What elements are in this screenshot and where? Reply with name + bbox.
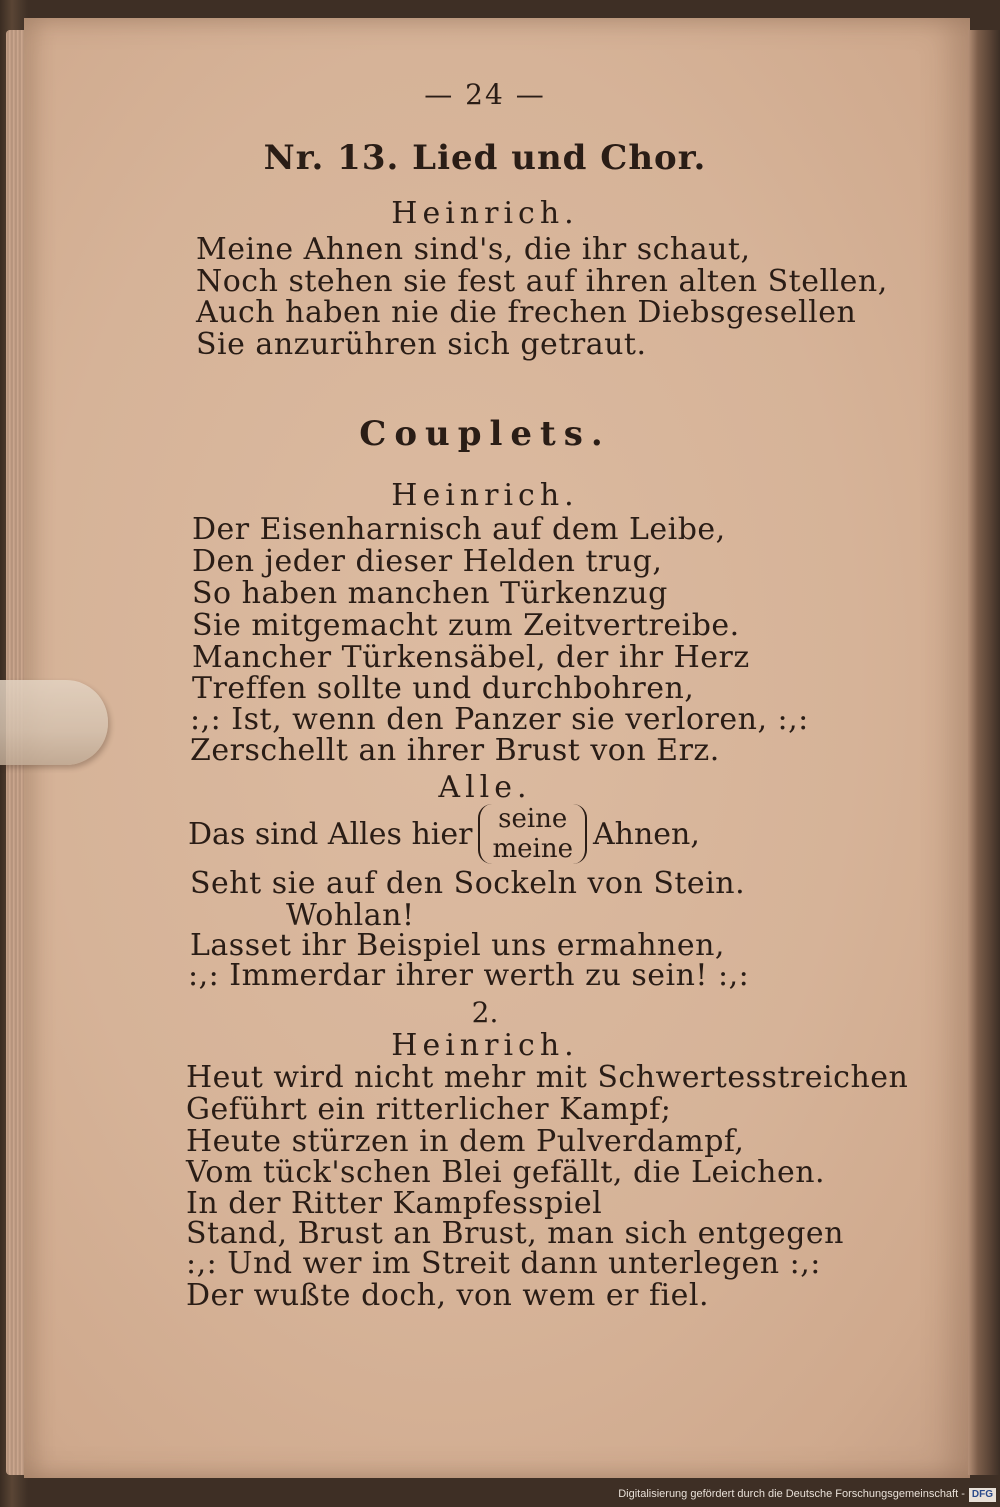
verse-line: Sie mitgemacht zum Zeitvertreibe. [192,608,740,643]
brace-option: meine [492,834,573,864]
dfg-logo: DFG [969,1488,996,1502]
verse-number: 2. [471,996,499,1029]
verse-line: Geführt ein ritterlicher Kampf; [186,1092,672,1127]
verse-line: Meine Ahnen sind's, die ihr schaut, [196,232,751,267]
brace-options [478,804,587,864]
verse-line: Der wußte doch, von wem er fiel. [186,1278,710,1313]
couplets-title: Couplets. [359,414,611,454]
section-title: Nr. 13. Lied und Chor. [263,138,707,178]
speaker-heinrich: Heinrich. [391,196,579,231]
verse-line: Sie anzurühren sich getraut. [196,327,647,362]
verse-line: Wohlan! [286,898,415,933]
credit-text: Digitalisierung gefördert durch die Deutsche Forschungsgemeinschaft - [618,1488,965,1500]
verse-line: :,: Ist, wenn den Panzer sie verloren, :,: [190,702,809,737]
brace-after-text: Ahnen, [592,816,700,852]
verse-line: Noch stehen sie fest auf ihren alten Stellen, [196,264,888,299]
verse-line: Vom tück'schen Blei gefällt, die Leichen. [186,1155,826,1190]
speaker-heinrich: Heinrich. [391,478,579,513]
verse-line: Den jeder dieser Helden trug, [192,544,663,579]
verse-line: Auch haben nie die frechen Diebsgesellen [196,295,857,330]
page-number: — 24 — [424,78,546,111]
brace-option: seine [498,804,568,834]
verse-line: Mancher Türkensäbel, der ihr Herz [192,640,750,675]
digitization-credit [560,1484,996,1504]
speaker-heinrich: Heinrich. [391,1028,579,1063]
verse-line: Stand, Brust an Brust, man sich entgegen [186,1216,844,1251]
verse-line: Lasset ihr Beispiel uns ermahnen, [190,928,725,963]
verse-line: So haben manchen Türkenzug [192,576,668,611]
verse-line: Der Eisenharnisch auf dem Leibe, [192,512,726,547]
speaker-alle: Alle. [438,770,532,805]
verse-line: :,: Immerdar ihrer werth zu sein! :,: [188,958,750,993]
verse-line: Seht sie auf den Sockeln von Stein. [190,866,746,901]
verse-line: Heute stürzen in dem Pulverdampf, [186,1124,745,1159]
verse-line: Treffen sollte und durchbohren, [192,671,695,706]
verse-line: In der Ritter Kampfesspiel [186,1186,603,1221]
verse-line: Zerschellt an ihrer Brust von Erz. [190,733,720,768]
verse-line: Heut wird nicht mehr mit Schwertesstreichen [186,1060,909,1095]
verse-line: :,: Und wer im Streit dann unterlegen :,: [186,1246,821,1281]
brace-line [188,800,700,868]
brace-before-text: Das sind Alles hier [188,816,473,852]
